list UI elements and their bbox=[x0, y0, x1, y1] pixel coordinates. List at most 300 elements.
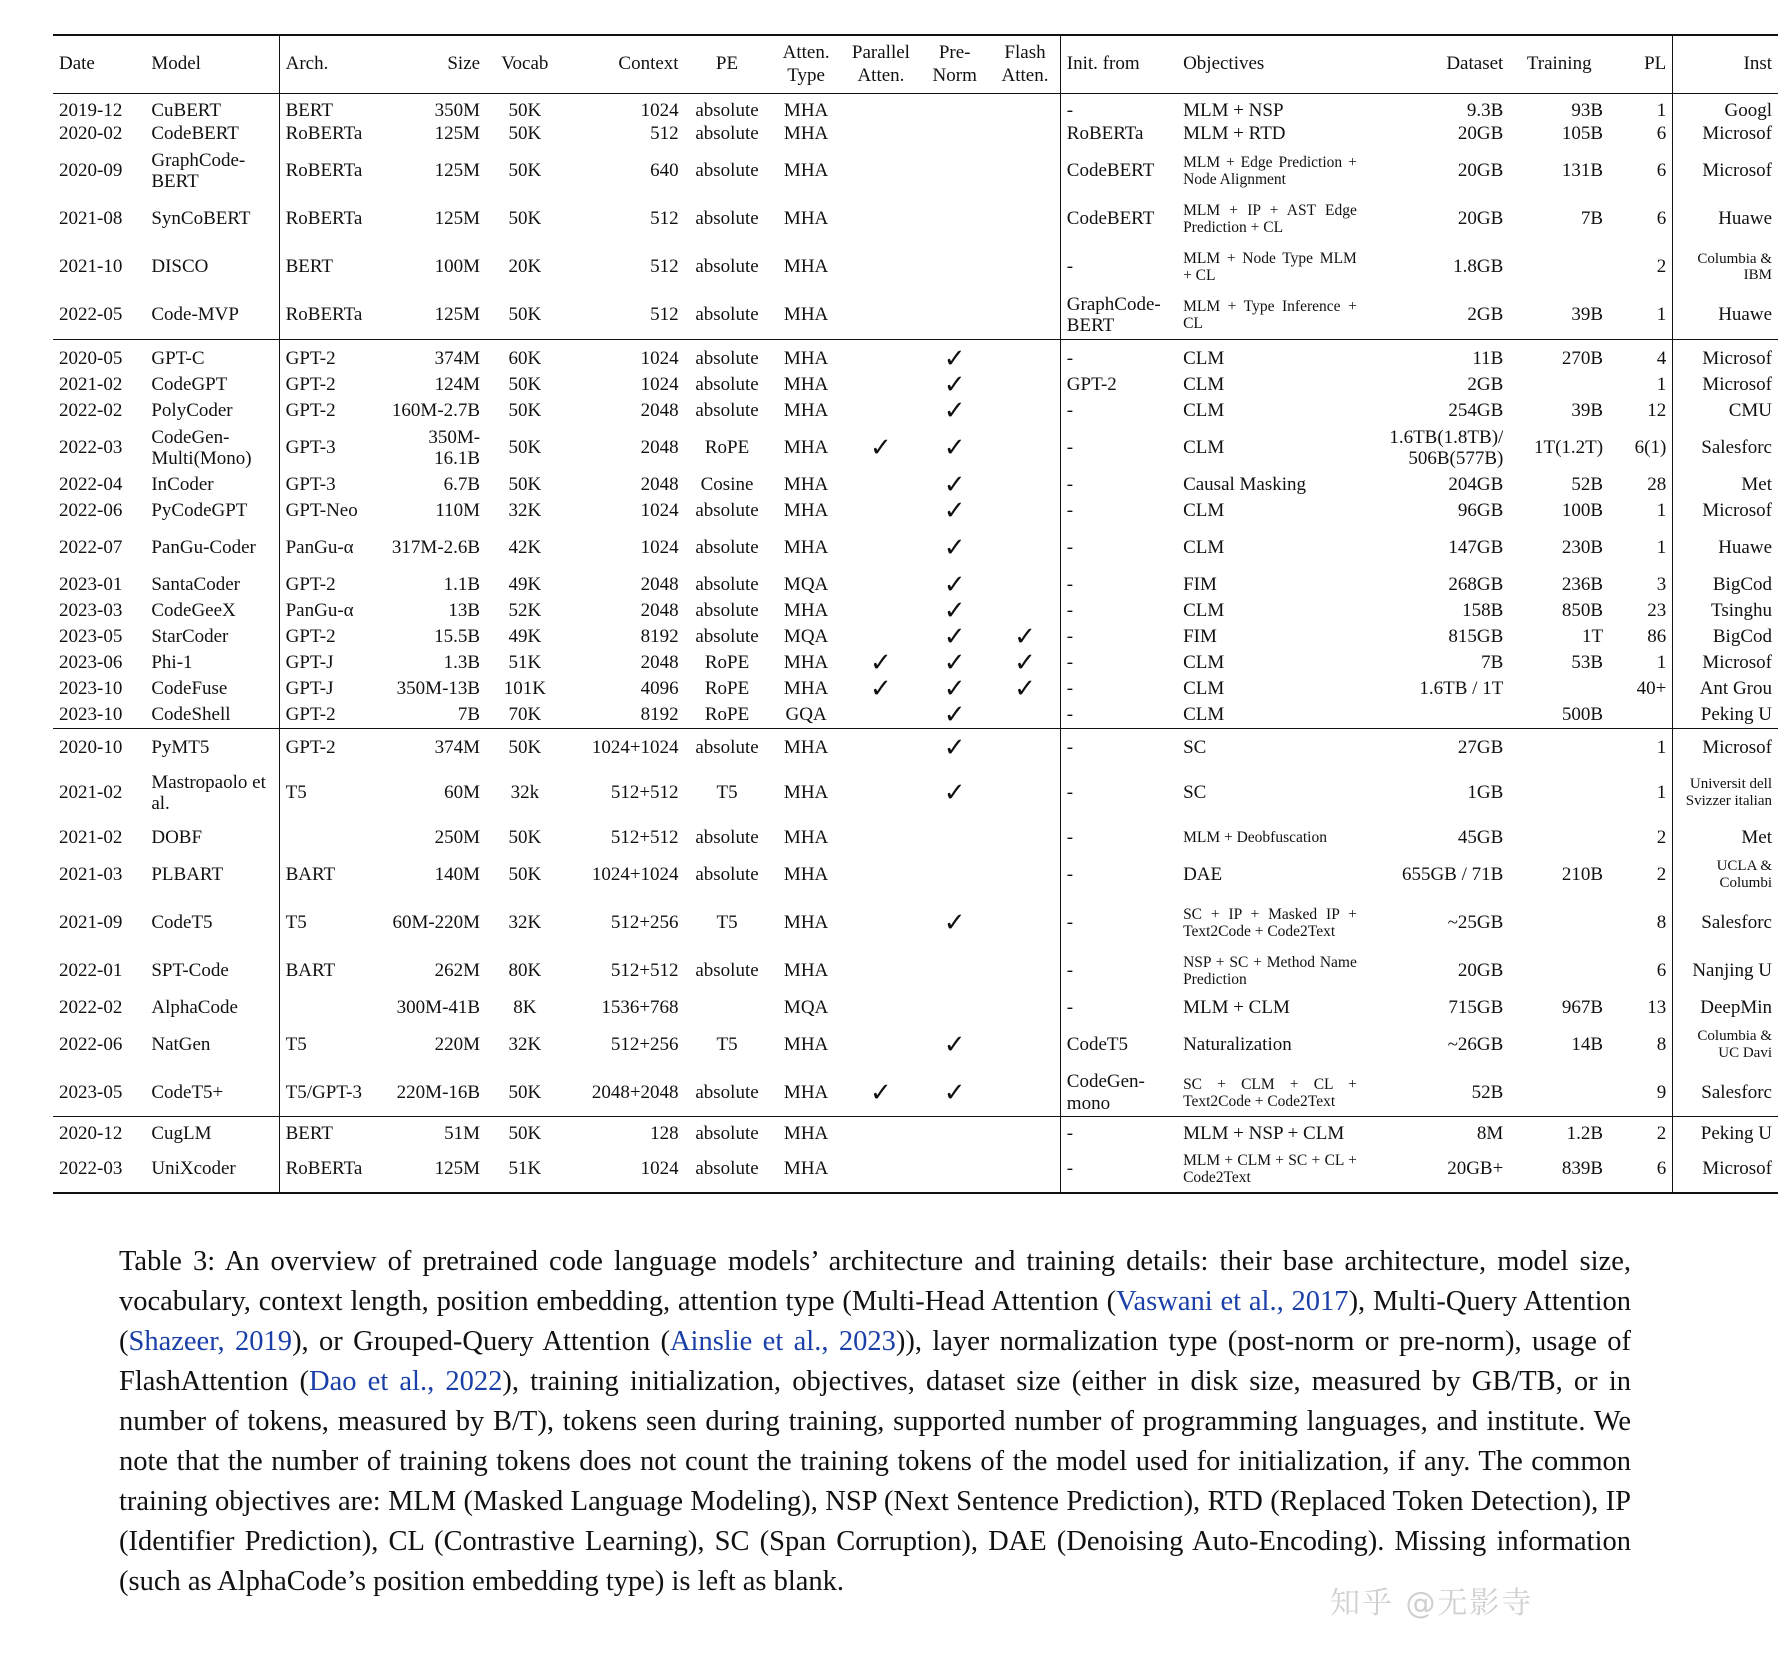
cell-objectives: MLM + IP + AST Edge Prediction + CL bbox=[1183, 202, 1357, 237]
cell-size: 124M bbox=[434, 373, 481, 395]
cell-institute: Googl bbox=[1724, 99, 1772, 121]
cell-pre-norm: ✓ bbox=[919, 728, 990, 761]
cell-parallel-atten bbox=[843, 1021, 919, 1069]
cell-flash-atten bbox=[990, 947, 1060, 995]
table-row bbox=[53, 995, 1778, 1021]
cell-flash-atten bbox=[990, 291, 1060, 339]
cell-pe: absolute bbox=[695, 499, 759, 521]
cell-atten-type: MHA bbox=[783, 911, 829, 933]
cell-model: SantaCoder bbox=[145, 572, 279, 598]
cell-pe: absolute bbox=[695, 1081, 759, 1103]
cell-training: 14B bbox=[1571, 1033, 1604, 1055]
cell-dataset: 20GB+ bbox=[1363, 1145, 1509, 1193]
cell-arch: GPT-2 bbox=[285, 703, 336, 725]
cell-date: 2020-09 bbox=[59, 160, 123, 182]
cell-vocab: 50K bbox=[508, 399, 542, 421]
cell-parallel-atten bbox=[843, 524, 919, 572]
cell-dataset: 9.3B bbox=[1466, 99, 1504, 121]
cell-institute: Microsof bbox=[1673, 728, 1778, 761]
header-size: Size bbox=[382, 35, 486, 93]
cell-training bbox=[1509, 728, 1609, 761]
cell-pre-norm: ✓ bbox=[943, 907, 966, 937]
cell-institute: Microsof bbox=[1702, 123, 1772, 145]
cell-date: 2022-03 bbox=[53, 1145, 145, 1193]
cell-parallel-atten: ✓ bbox=[870, 432, 892, 462]
cell-pre-norm bbox=[919, 1145, 990, 1193]
cell-model: NatGen bbox=[145, 1021, 279, 1069]
cell-parallel-atten bbox=[843, 243, 919, 291]
cell-pl: 1 bbox=[1609, 498, 1673, 524]
cell-training bbox=[1509, 372, 1609, 398]
cell-size: 125M bbox=[434, 123, 481, 145]
cell-dataset: 2GB bbox=[1467, 304, 1504, 326]
cell-size: 220M bbox=[434, 1033, 481, 1055]
cell-pre-norm: ✓ bbox=[943, 532, 966, 562]
table-row bbox=[53, 424, 1778, 472]
cell-pl: 8 bbox=[1609, 899, 1673, 947]
cell-vocab: 50K bbox=[508, 373, 542, 395]
cell-objectives: MLM + RTD bbox=[1183, 123, 1286, 145]
cell-date: 2020-10 bbox=[53, 728, 145, 761]
cell-context: 1024 bbox=[564, 1145, 685, 1193]
cell-training: 967B bbox=[1561, 996, 1604, 1018]
cell-vocab: 101K bbox=[503, 677, 546, 699]
cell-size: 350M bbox=[434, 99, 481, 121]
cell-institute: DeepMin bbox=[1700, 996, 1772, 1018]
cell-vocab: 51K bbox=[486, 1145, 563, 1193]
cell-size: 350M-13B bbox=[396, 677, 481, 699]
cell-institute: Ant Grou bbox=[1699, 677, 1772, 699]
cell-pe: absolute bbox=[685, 1145, 770, 1193]
cell-arch: BART bbox=[285, 959, 336, 981]
cell-parallel-atten bbox=[843, 121, 919, 147]
cell-pre-norm bbox=[919, 121, 990, 147]
cell-pe: absolute bbox=[695, 160, 759, 182]
cell-context: 512 bbox=[650, 208, 679, 230]
cell-atten-type: MHA bbox=[783, 123, 829, 145]
cell-pl: 8 bbox=[1609, 1021, 1673, 1069]
cell-vocab: 49K bbox=[508, 625, 542, 647]
cell-model: CugLM bbox=[145, 1117, 279, 1145]
table-row bbox=[53, 598, 1778, 624]
cell-model: GraphCode-BERT bbox=[145, 147, 279, 195]
table-row bbox=[53, 472, 1778, 498]
cell-size: 374M bbox=[382, 728, 486, 761]
cell-pre-norm: ✓ bbox=[943, 395, 966, 425]
cell-arch: BERT bbox=[285, 256, 334, 278]
cell-vocab: 20K bbox=[508, 256, 542, 278]
cell-context: 8192 bbox=[640, 625, 679, 647]
model-overview-table bbox=[53, 34, 1772, 1214]
cell-parallel-atten bbox=[843, 702, 919, 729]
cell-objectives: Causal Masking bbox=[1183, 473, 1307, 495]
cell-institute: Universit dell Svizzer italian bbox=[1685, 776, 1772, 809]
cell-atten-type: MHA bbox=[783, 499, 829, 521]
cell-flash-atten bbox=[990, 93, 1060, 121]
cell-parallel-atten bbox=[843, 851, 919, 899]
cell-atten-type: MHA bbox=[783, 256, 829, 278]
cell-arch: GPT-2 bbox=[285, 373, 336, 395]
cell-parallel-atten bbox=[843, 728, 919, 761]
cell-date: 2020-12 bbox=[53, 1117, 145, 1145]
table-row bbox=[53, 398, 1778, 424]
cell-arch: GPT-J bbox=[285, 651, 334, 673]
cell-flash-atten bbox=[990, 728, 1060, 761]
cell-pe: absolute bbox=[685, 1117, 770, 1145]
cell-init: GPT-2 bbox=[1066, 373, 1117, 395]
cell-objectives: CLM bbox=[1183, 399, 1225, 421]
cell-training bbox=[1509, 676, 1609, 702]
cell-pe: absolute bbox=[685, 728, 770, 761]
cell-size: 125M bbox=[434, 160, 481, 182]
cell-vocab: 32K bbox=[508, 911, 542, 933]
cell-pre-norm bbox=[919, 995, 990, 1021]
cell-atten-type: MHA bbox=[783, 1081, 829, 1103]
cell-model: SynCoBERT bbox=[145, 195, 279, 243]
cell-init: CodeT5 bbox=[1066, 1033, 1129, 1055]
cell-atten-type: MHA bbox=[783, 208, 829, 230]
cell-objectives: MLM + NSP bbox=[1183, 99, 1284, 121]
cell-init: - bbox=[1066, 536, 1074, 558]
cell-atten-type: MHA bbox=[783, 959, 829, 981]
cell-date: 2022-06 bbox=[59, 499, 123, 521]
cell-init: - bbox=[1066, 996, 1074, 1018]
cell-dataset: 7B bbox=[1481, 651, 1504, 673]
cell-pre-norm: ✓ bbox=[943, 569, 966, 599]
table-row bbox=[53, 243, 1778, 291]
table-row bbox=[53, 93, 1778, 121]
cell-parallel-atten bbox=[843, 147, 919, 195]
cell-objectives: CLM bbox=[1177, 339, 1363, 372]
cell-pe: absolute bbox=[685, 339, 770, 372]
header-parallel-atten bbox=[843, 35, 919, 93]
cell-vocab: 50K bbox=[508, 863, 542, 885]
cell-atten-type: MHA bbox=[783, 373, 829, 395]
header-atten-type-line2: Type bbox=[787, 65, 825, 87]
cell-objectives: CLM bbox=[1183, 677, 1225, 699]
cell-context: 128 bbox=[564, 1117, 685, 1145]
cell-date: 2022-02 bbox=[59, 996, 123, 1018]
cell-context: 2048 bbox=[640, 651, 679, 673]
table-row bbox=[53, 947, 1778, 995]
cell-vocab: 50K bbox=[508, 304, 542, 326]
cell-context: 1024 bbox=[640, 499, 679, 521]
cell-dataset: 20GB bbox=[1457, 959, 1504, 981]
cell-pe: Cosine bbox=[700, 473, 754, 495]
cell-model: CodeT5 bbox=[145, 899, 279, 947]
cell-vocab: 80K bbox=[508, 959, 542, 981]
cell-objectives: CLM bbox=[1183, 436, 1225, 458]
header-arch: Arch. bbox=[279, 35, 382, 93]
cell-vocab: 32K bbox=[508, 499, 542, 521]
cell-flash-atten bbox=[990, 498, 1060, 524]
cell-pl: 86 bbox=[1609, 624, 1673, 650]
cell-init: - bbox=[1060, 339, 1177, 372]
cell-date: 2023-05 bbox=[59, 1081, 123, 1103]
cell-pl: 28 bbox=[1609, 472, 1673, 498]
cell-pe: RoPE bbox=[704, 677, 750, 699]
cell-training: 93B bbox=[1571, 99, 1604, 121]
cell-flash-atten bbox=[990, 995, 1060, 1021]
cell-training: 39B bbox=[1571, 304, 1604, 326]
cell-atten-type: MHA bbox=[783, 536, 829, 558]
cell-training bbox=[1509, 1069, 1609, 1117]
cell-dataset: 655GB / 71B bbox=[1401, 863, 1504, 885]
citation-ainslie[interactable]: Ainslie et al., 2023 bbox=[669, 1326, 896, 1357]
cell-date: 2022-03 bbox=[59, 436, 123, 458]
cell-arch bbox=[279, 825, 382, 851]
cell-arch: RoBERTa bbox=[285, 304, 363, 326]
cell-pre-norm: ✓ bbox=[943, 469, 966, 499]
cell-dataset: 1.8GB bbox=[1453, 256, 1504, 278]
cell-pre-norm bbox=[919, 851, 990, 899]
cell-institute: Microsof bbox=[1702, 651, 1772, 673]
cell-objectives: CLM bbox=[1183, 651, 1225, 673]
cell-vocab: 50K bbox=[486, 1117, 563, 1145]
table-row bbox=[53, 825, 1778, 851]
cell-arch: GPT-2 bbox=[285, 625, 336, 647]
cell-pe: T5 bbox=[716, 781, 738, 803]
cell-parallel-atten: ✓ bbox=[870, 647, 892, 677]
header-vocab: Vocab bbox=[486, 35, 563, 93]
table-row bbox=[53, 1021, 1778, 1069]
cell-atten-type: MHA bbox=[783, 304, 829, 326]
cell-institute: BigCod bbox=[1712, 573, 1772, 595]
citation-shazeer[interactable]: Shazeer, 2019 bbox=[128, 1326, 293, 1357]
cell-training bbox=[1509, 761, 1609, 825]
cell-pl: 12 bbox=[1609, 398, 1673, 424]
cell-pre-norm: ✓ bbox=[919, 339, 990, 372]
cell-atten-type: MHA bbox=[783, 436, 829, 458]
table-row bbox=[53, 372, 1778, 398]
cell-size: 300M-41B bbox=[396, 996, 481, 1018]
cell-context: 1024 bbox=[640, 536, 679, 558]
cell-atten-type: MHA bbox=[769, 1145, 842, 1193]
cell-flash-atten bbox=[990, 424, 1060, 472]
cell-training bbox=[1509, 243, 1609, 291]
cell-parallel-atten bbox=[843, 825, 919, 851]
cell-size: 1.1B bbox=[443, 573, 481, 595]
cell-pe: absolute bbox=[695, 208, 759, 230]
cell-dataset: 1.6TB / 1T bbox=[1419, 677, 1504, 699]
cell-parallel-atten bbox=[843, 1117, 919, 1145]
table-row bbox=[53, 195, 1778, 243]
cell-arch: T5 bbox=[285, 911, 307, 933]
cell-objectives: MLM + Type Inference + CL bbox=[1183, 298, 1357, 333]
cell-vocab: 8K bbox=[513, 996, 537, 1018]
cell-dataset: 254GB bbox=[1448, 399, 1504, 421]
cell-init: - bbox=[1066, 826, 1074, 848]
cell-pl: 1 bbox=[1609, 372, 1673, 398]
cell-pe: RoPE bbox=[704, 436, 750, 458]
table-row bbox=[53, 676, 1778, 702]
cell-init: - bbox=[1066, 911, 1074, 933]
cell-training: 210B bbox=[1561, 863, 1604, 885]
cell-size: 125M bbox=[434, 304, 481, 326]
cell-date: 2021-02 bbox=[59, 781, 123, 803]
cell-context: 512 bbox=[650, 123, 679, 145]
cell-pre-norm bbox=[919, 291, 990, 339]
cell-institute: Huawe bbox=[1718, 304, 1772, 326]
cell-init: GraphCode-BERT bbox=[1066, 293, 1161, 337]
header-prenorm-line1: Pre- bbox=[938, 41, 971, 63]
cell-arch: GPT-2 bbox=[279, 339, 382, 372]
cell-institute: Microsof bbox=[1702, 373, 1772, 395]
table-group-1 bbox=[53, 93, 1778, 339]
cell-flash-atten bbox=[990, 851, 1060, 899]
cell-training: 7B bbox=[1580, 208, 1604, 230]
cell-size: 15.5B bbox=[434, 625, 481, 647]
cell-institute: Met bbox=[1741, 473, 1772, 495]
cell-parallel-atten bbox=[843, 598, 919, 624]
cell-flash-atten bbox=[990, 1021, 1060, 1069]
cell-pe: absolute bbox=[695, 625, 759, 647]
cell-training bbox=[1509, 825, 1609, 851]
cell-pe: absolute bbox=[695, 399, 759, 421]
cell-model: SPT-Code bbox=[145, 947, 279, 995]
table-group-4 bbox=[53, 1117, 1778, 1193]
cell-context: 512 bbox=[650, 304, 679, 326]
cell-init: - bbox=[1066, 959, 1074, 981]
cell-parallel-atten bbox=[843, 995, 919, 1021]
header-atten-type-line1: Atten. bbox=[782, 41, 830, 63]
cell-training bbox=[1509, 947, 1609, 995]
cell-size: 250M bbox=[434, 826, 481, 848]
cell-date: 2019-12 bbox=[59, 99, 123, 121]
cell-objectives: FIM bbox=[1183, 573, 1217, 595]
header-pe: PE bbox=[685, 35, 770, 93]
cell-size: 1.3B bbox=[443, 651, 481, 673]
cell-context: 1024 bbox=[640, 99, 679, 121]
cell-pl: 23 bbox=[1609, 598, 1673, 624]
cell-init: CodeBERT bbox=[1066, 160, 1155, 182]
cell-training: 270B bbox=[1509, 339, 1609, 372]
cell-size: 100M bbox=[434, 256, 481, 278]
cell-flash-atten: ✓ bbox=[990, 624, 1060, 650]
cell-size: 317M-2.6B bbox=[391, 536, 481, 558]
cell-parallel-atten bbox=[843, 472, 919, 498]
cell-date: 2023-03 bbox=[59, 599, 123, 621]
table-row bbox=[53, 650, 1778, 676]
cell-model: Phi-1 bbox=[145, 650, 279, 676]
cell-model: CodeShell bbox=[145, 702, 279, 729]
cell-arch: PanGu-α bbox=[285, 536, 354, 558]
cell-training: 1T bbox=[1581, 625, 1604, 647]
cell-pre-norm: ✓ bbox=[943, 647, 966, 677]
cell-size: 125M bbox=[434, 208, 481, 230]
table-row bbox=[53, 702, 1778, 729]
cell-parallel-atten bbox=[843, 398, 919, 424]
cell-objectives: DAE bbox=[1183, 863, 1223, 885]
cell-training: 1.2B bbox=[1509, 1117, 1609, 1145]
header-institute: Inst bbox=[1673, 35, 1778, 93]
cell-institute: Columbia & UC Davi bbox=[1697, 1028, 1772, 1061]
cell-date: 2022-02 bbox=[59, 399, 123, 421]
cell-size: 6.7B bbox=[443, 473, 481, 495]
cell-size: 125M bbox=[382, 1145, 486, 1193]
cell-institute: Microsof bbox=[1673, 1145, 1778, 1193]
cell-flash-atten bbox=[990, 825, 1060, 851]
header-model: Model bbox=[145, 35, 279, 93]
cell-pe: absolute bbox=[695, 256, 759, 278]
table-row bbox=[53, 899, 1778, 947]
cell-context: 1024 bbox=[640, 373, 679, 395]
cell-pre-norm bbox=[919, 195, 990, 243]
cell-objectives: SC + CLM + CL + Text2Code + Code2Text bbox=[1183, 1075, 1357, 1110]
cell-date: 2021-09 bbox=[59, 911, 123, 933]
table-row bbox=[53, 1117, 1778, 1145]
table-row bbox=[53, 498, 1778, 524]
cell-vocab: 50K bbox=[508, 1081, 542, 1103]
cell-dataset: 96GB bbox=[1457, 499, 1504, 521]
citation-vaswani[interactable]: Vaswani et al., 2017 bbox=[1116, 1286, 1349, 1317]
cell-model: CuBERT bbox=[145, 93, 279, 121]
header-flash-atten bbox=[990, 35, 1060, 93]
cell-dataset: 268GB bbox=[1448, 573, 1504, 595]
cell-context: 2048 bbox=[640, 599, 679, 621]
cell-pre-norm: ✓ bbox=[943, 777, 966, 807]
cell-atten-type: MHA bbox=[769, 728, 842, 761]
cell-context: 512+512 bbox=[610, 959, 679, 981]
cell-model: PyCodeGPT bbox=[145, 498, 279, 524]
cell-pre-norm bbox=[919, 825, 990, 851]
table-row bbox=[53, 761, 1778, 825]
cell-context: 512+256 bbox=[610, 1033, 679, 1055]
cell-init: RoBERTa bbox=[1066, 123, 1144, 145]
cell-pl: 2 bbox=[1609, 1117, 1673, 1145]
cell-pl: 2 bbox=[1609, 243, 1673, 291]
cell-vocab: 50K bbox=[508, 436, 542, 458]
cell-pre-norm bbox=[919, 243, 990, 291]
cell-model: PyMT5 bbox=[145, 728, 279, 761]
cell-init: - bbox=[1066, 256, 1074, 278]
header-objectives: Objectives bbox=[1177, 35, 1363, 93]
table-row bbox=[53, 121, 1778, 147]
cell-date: 2022-06 bbox=[59, 1033, 123, 1055]
cell-pe: RoPE bbox=[704, 703, 750, 725]
cell-init: - bbox=[1066, 499, 1074, 521]
table-row bbox=[53, 572, 1778, 598]
citation-dao[interactable]: Dao et al., 2022 bbox=[309, 1366, 503, 1397]
caption-text-4: )), layer normalization type (post-norm or pre-norm), usage of FlashAttention ( bbox=[119, 1326, 1631, 1397]
cell-flash-atten bbox=[990, 598, 1060, 624]
cell-atten-type: MHA bbox=[783, 863, 829, 885]
cell-pl: 1 bbox=[1609, 291, 1673, 339]
cell-arch: GPT-2 bbox=[285, 573, 336, 595]
cell-arch: RoBERTa bbox=[285, 160, 363, 182]
cell-dataset: 158B bbox=[1462, 599, 1504, 621]
cell-training: 100B bbox=[1561, 499, 1604, 521]
cell-dataset: 45GB bbox=[1457, 826, 1504, 848]
cell-size: 262M bbox=[434, 959, 481, 981]
cell-flash-atten bbox=[990, 243, 1060, 291]
cell-atten-type: MHA bbox=[783, 677, 829, 699]
cell-model: StarCoder bbox=[145, 624, 279, 650]
header-date: Date bbox=[53, 35, 145, 93]
cell-model: CodeGeeX bbox=[145, 598, 279, 624]
cell-parallel-atten bbox=[843, 339, 919, 372]
cell-vocab: 32k bbox=[510, 781, 540, 803]
cell-institute: Peking U bbox=[1700, 703, 1772, 725]
cell-date: 2023-01 bbox=[59, 573, 123, 595]
cell-objectives: MLM + NSP + CLM bbox=[1177, 1117, 1363, 1145]
cell-arch: GPT-3 bbox=[285, 436, 336, 458]
cell-model: CodeBERT bbox=[145, 121, 279, 147]
cell-arch: RoBERTa bbox=[279, 1145, 382, 1193]
cell-objectives: CLM bbox=[1183, 499, 1225, 521]
table-caption bbox=[119, 1242, 1631, 1602]
cell-training: 53B bbox=[1571, 651, 1604, 673]
